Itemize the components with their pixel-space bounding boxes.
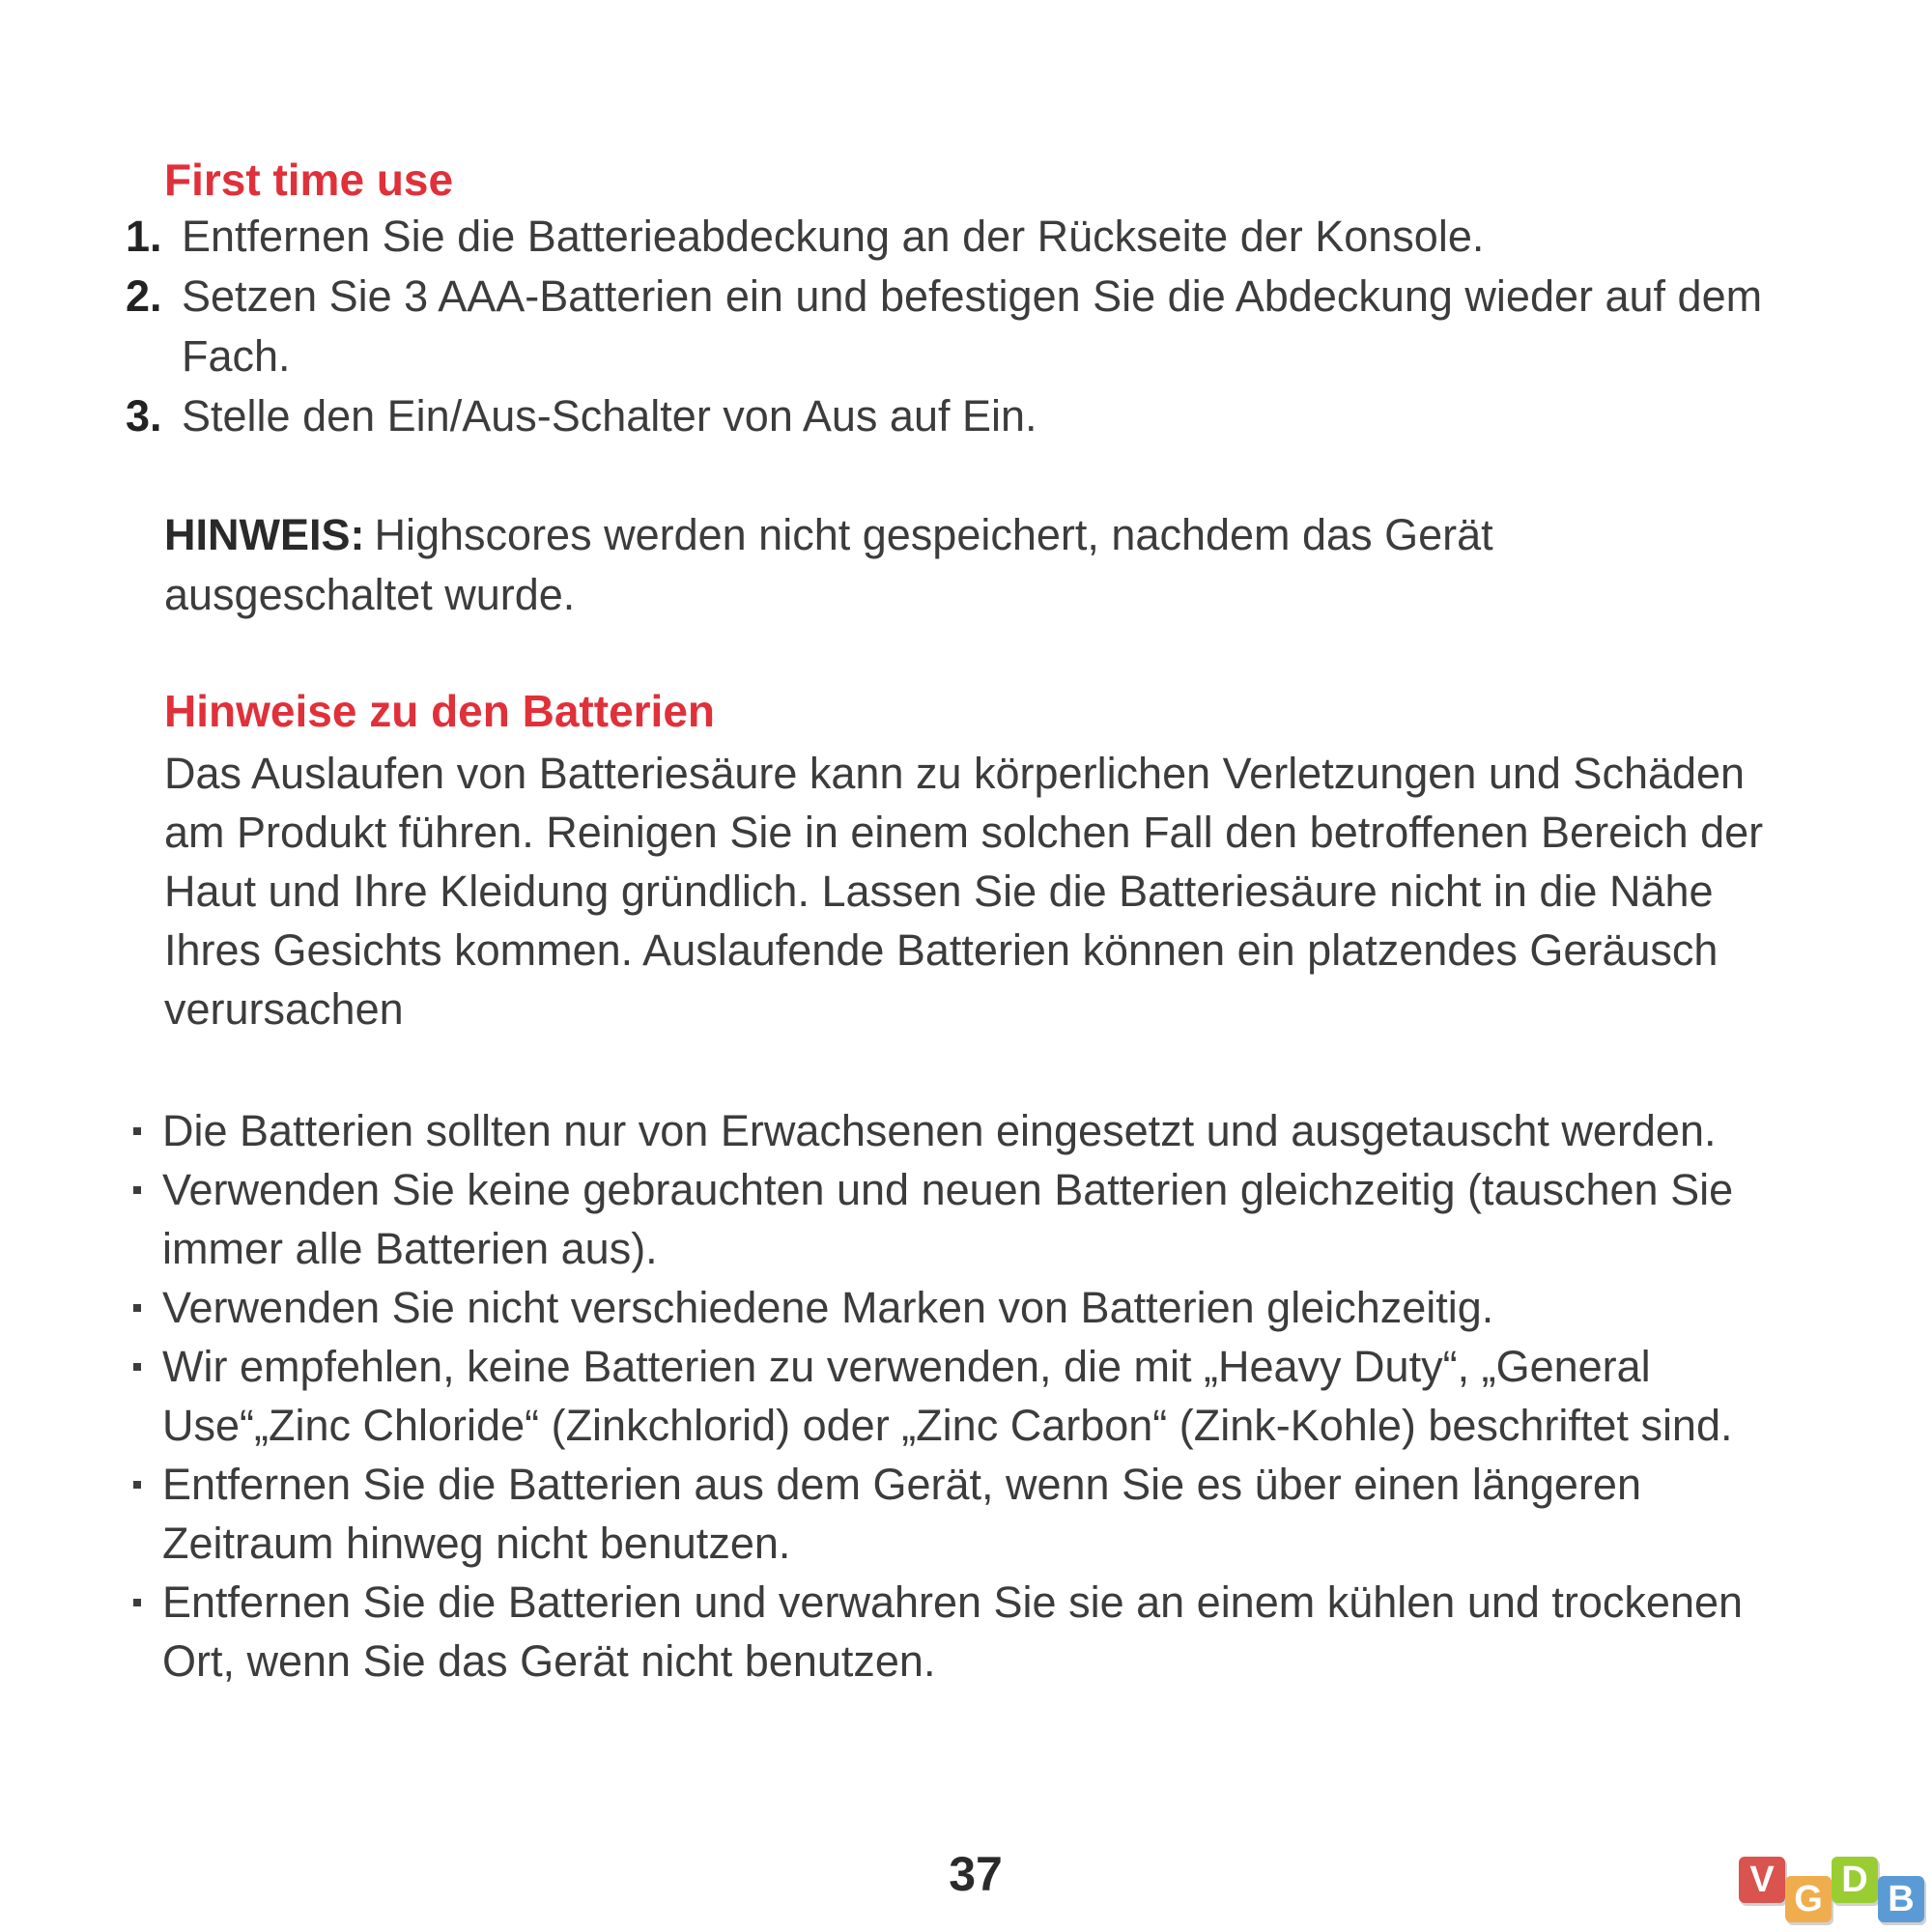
logo-letter: B	[1888, 1879, 1915, 1919]
list-item	[126, 1573, 1806, 1690]
bullet-icon	[133, 1363, 141, 1371]
list-item	[126, 1455, 1806, 1573]
list-item	[126, 267, 1768, 386]
logo-letter: D	[1841, 1860, 1868, 1900]
step-text: Entfernen Sie die Batterieabdeckung an der Rückseite der Konsole.	[182, 212, 1485, 261]
list-item	[126, 1101, 1806, 1160]
note-text: Highscores werden nicht gespeichert, nachdem das Gerät ausgeschaltet wurde.	[164, 510, 1493, 619]
logo-letter: G	[1794, 1879, 1823, 1919]
logo-tile	[1739, 1857, 1785, 1903]
setup-steps-list	[126, 207, 1768, 446]
section-heading-first-time-use: First time use	[164, 155, 454, 205]
battery-bullet-list	[126, 1101, 1806, 1690]
note-label: HINWEIS:	[164, 510, 365, 559]
bullet-text: Die Batterien sollten nur von Erwachsenen eingesetzt und ausgetauscht werden.	[162, 1106, 1717, 1155]
note-block	[164, 505, 1690, 625]
step-text: Setzen Sie 3 AAA-Batterien ein und befestigen Sie die Abdeckung wieder auf dem Fach.	[182, 271, 1763, 381]
step-number: 1.	[126, 212, 162, 261]
section-heading-battery-notes: Hinweise zu den Batterien	[164, 686, 716, 736]
bullet-icon	[133, 1599, 141, 1606]
logo-tile	[1832, 1857, 1878, 1903]
bullet-text: Verwenden Sie nicht verschiedene Marken von Batterien gleichzeitig.	[162, 1283, 1494, 1332]
bullet-icon	[133, 1127, 141, 1135]
bullet-icon	[133, 1304, 141, 1312]
list-item	[126, 1160, 1806, 1278]
list-item	[126, 207, 1768, 267]
bullet-text: Entfernen Sie die Batterien und verwahren Sie sie an einem kühlen und trockenen Ort, wenn Sie das Gerät nicht benutzen.	[162, 1577, 1744, 1686]
bullet-text: Wir empfehlen, keine Batterien zu verwenden, die mit „Heavy Duty“, „General Use“„Zinc Chloride“ (Zinkchlorid) oder „Zinc Carbon“ (Zink-Kohle) beschriftet sind.	[162, 1342, 1733, 1450]
logo-tile	[1785, 1876, 1832, 1922]
step-number: 3.	[126, 391, 162, 440]
list-item	[126, 1337, 1806, 1455]
battery-warning-paragraph: Das Auslaufen von Batteriesäure kann zu körperlichen Verletzungen und Schäden am Produkt führen. Reinigen Sie in einem solchen Fall den betroffenen Bereich der Haut und Ihre Kleidung gründlich. Lassen Sie die Batteriesäure nicht in die Nähe Ihres Gesichts kommen. Auslaufende Batterien können ein platzendes Geräusch verursachen	[164, 749, 1764, 1034]
step-text: Stelle den Ein/Aus-Schalter von Aus auf Ein.	[182, 391, 1037, 440]
logo-letter: V	[1749, 1860, 1775, 1900]
list-item	[126, 1278, 1806, 1337]
list-item	[126, 386, 1768, 446]
bullet-icon	[133, 1186, 141, 1194]
page-number: 37	[949, 1847, 1003, 1901]
vgdb-logo	[1737, 1855, 1930, 1932]
bullet-icon	[133, 1481, 141, 1489]
logo-tile	[1878, 1876, 1924, 1922]
step-number: 2.	[126, 271, 162, 321]
bullet-text: Verwenden Sie keine gebrauchten und neuen Batterien gleichzeitig (tauschen Sie immer alle Batterien aus).	[162, 1165, 1734, 1273]
bullet-text: Entfernen Sie die Batterien aus dem Gerät, wenn Sie es über einen längeren Zeitraum hinweg nicht benutzen.	[162, 1460, 1641, 1568]
